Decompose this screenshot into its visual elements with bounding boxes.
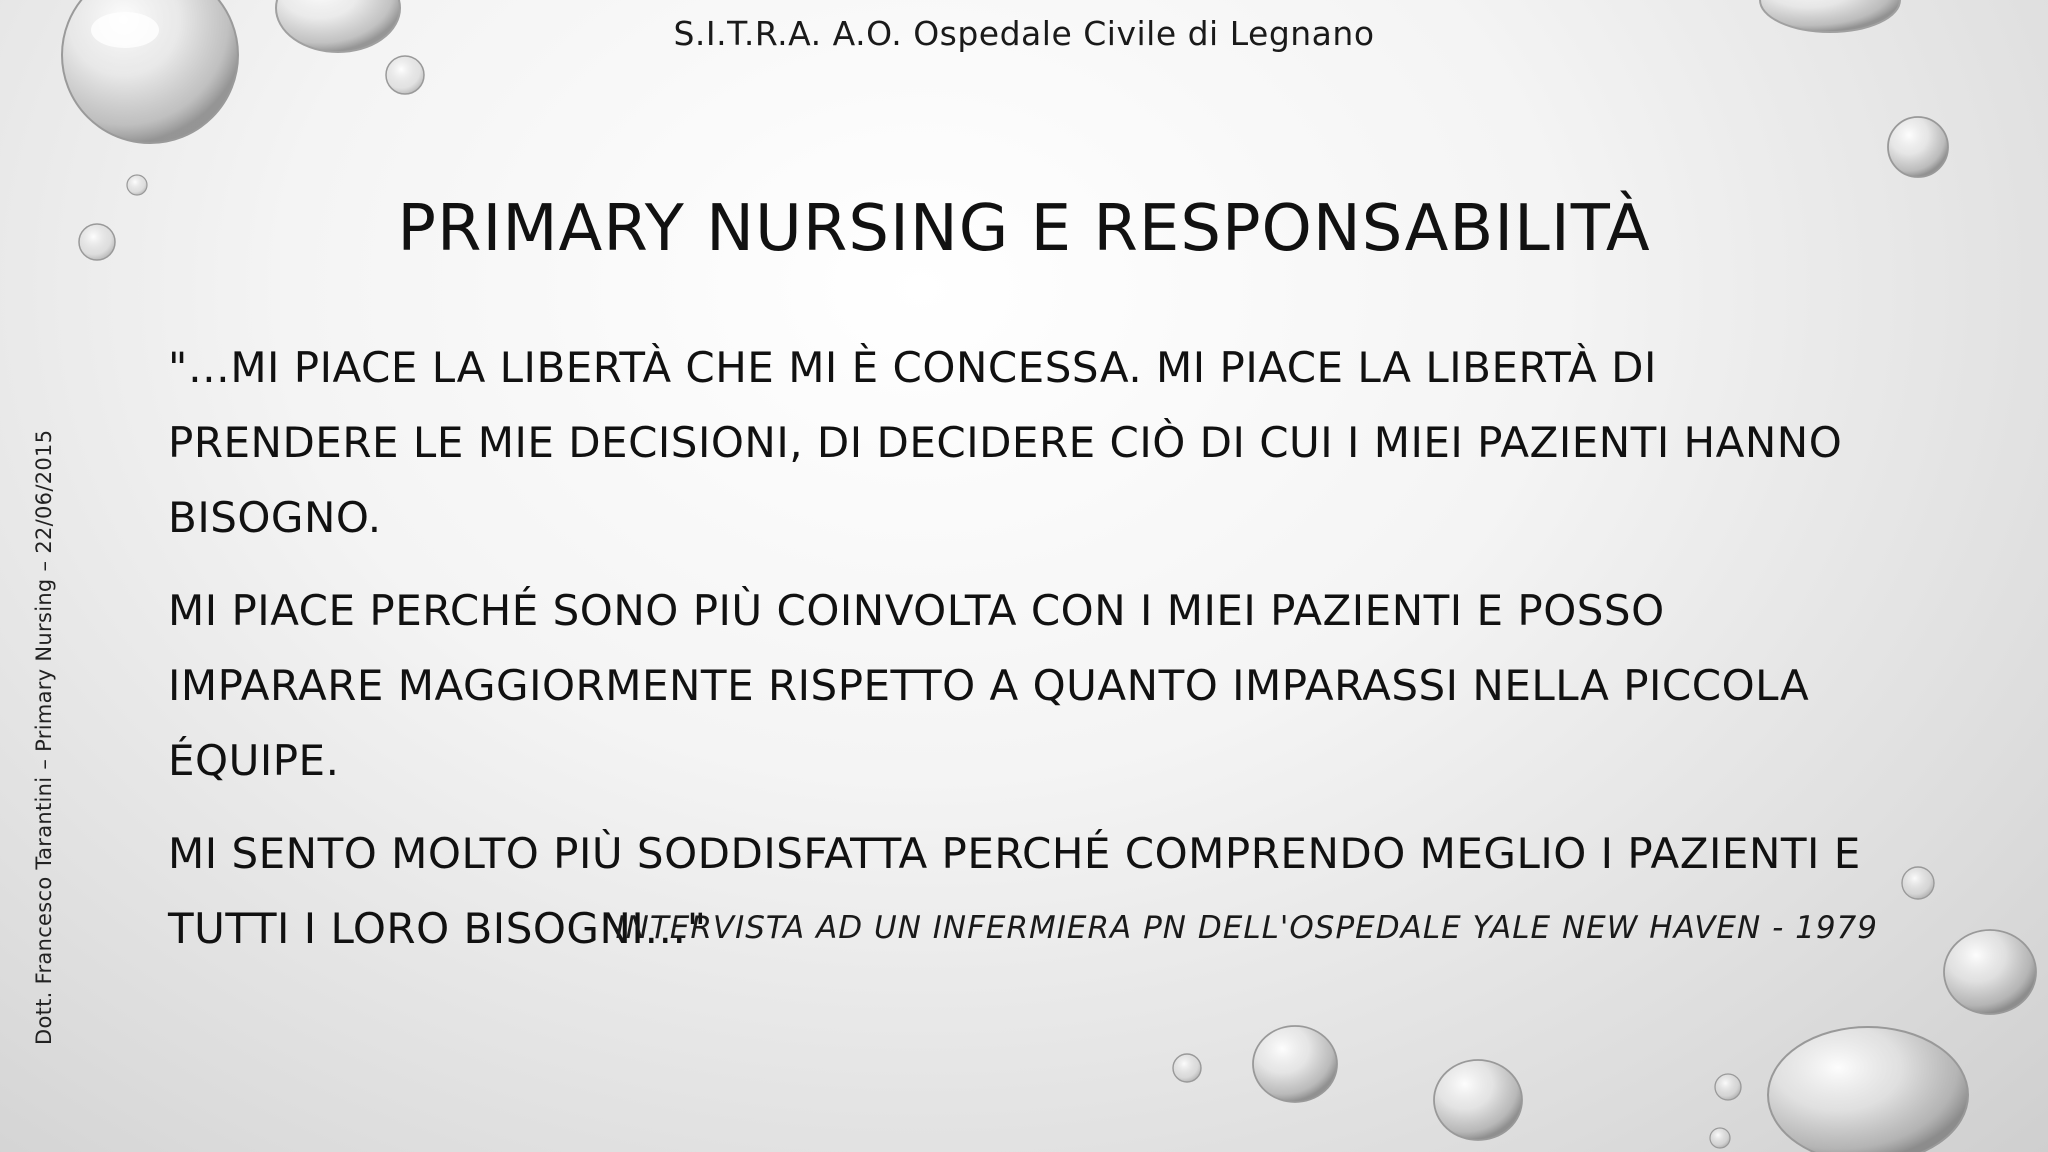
droplet-right-1 — [1888, 117, 1948, 177]
quote-block — [168, 330, 1888, 984]
droplet-right-3 — [1944, 930, 2036, 1014]
header-institution: S.I.T.R.A. A.O. Ospedale Civile di Legnano — [673, 14, 1375, 53]
quote-paragraph: MI SENTO MOLTO PIÙ SODDISFATTA PERCHÉ COMPRENDO MEGLIO I PAZIENTI E TUTTI I LORO BISOGNI…" — [168, 829, 1861, 953]
quote-paragraph: "…MI PIACE LA LIBERTÀ CHE MI È CONCESSA. MI PIACE LA LIBERTÀ DI PRENDERE LE MIE DECISIONI, DI DECIDERE CIÒ DI CUI I MIEI PAZIENTI HANNO BISOGNO. — [168, 343, 1843, 542]
side-credit: Dott. Francesco Tarantini – Primary Nursing – 22/06/2015 — [32, 429, 56, 1045]
droplet-bottom-right-large — [1768, 1027, 1968, 1152]
droplet-bottom-1 — [1253, 1026, 1337, 1102]
droplet-bottom-5 — [1710, 1128, 1730, 1148]
droplet-bottom-2 — [1173, 1054, 1201, 1082]
quote-paragraph: MI PIACE PERCHÉ SONO PIÙ COINVOLTA CON I MIEI PAZIENTI E POSSO IMPARARE MAGGIORMENTE RISPETTO A QUANTO IMPARASSI NELLA PICCOLA ÉQUIPE. — [168, 586, 1810, 785]
droplet-right-2 — [1902, 867, 1934, 899]
droplet-bottom-3 — [1434, 1060, 1522, 1140]
droplet-small-1 — [386, 56, 424, 94]
droplet-bottom-4 — [1715, 1074, 1741, 1100]
quote-citation: INTERVISTA AD UN INFERMIERA PN DELL'OSPEDALE YALE NEW HAVEN - 1979 — [615, 910, 1878, 946]
slide-title: PRIMARY NURSING E RESPONSABILITÀ — [397, 192, 1651, 266]
